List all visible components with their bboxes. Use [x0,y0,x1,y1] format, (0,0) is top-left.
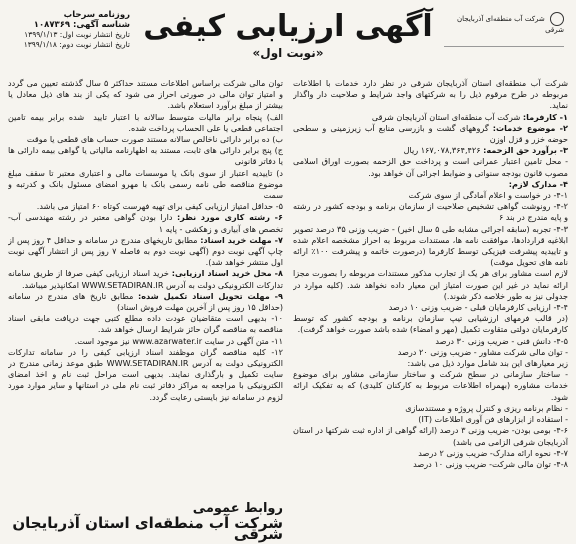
paragraph: ۷- مهلت خرید اسناد: مطابق تاریخهای مندرج در سامانه و حداقل ۴ روز پس از چاپ آگهی نوبت دوم (آگهی نوبت دوم به فاصله ۷ روز پس از انتشار آگهی نوبت اول منتشر خواهد شد). [8,234,283,268]
notice-header [8,10,568,78]
notice-title: آگهی ارزیابی کیفی [143,9,433,44]
item-heading: ۴- مدارک لازم: [508,178,568,189]
item-heading: ۹- مهلت تحویل اسناد تکمیل شده: [138,290,283,301]
paragraph: ۴-۲- رونوشت گواهی تشخیص صلاحیت از سازمان برنامه و بودجه کشور در رشته و پایه مندرج در بند ۶ [293,201,568,223]
paragraph: الف) پنجاه برابر مالیات متوسط سالانه با اعتبار تایید ‌ شده برابر بیمه تامین اجتماعی قطعی یا علی الحساب پرداخت شده. [8,111,283,133]
paragraph: ۴-۱- در خواست و اعلام آمادگی از سوی شرکت [408,190,568,201]
paragraph: ۸- محل خرید اسناد ارزیابی: خرید اسناد ارزیابی کیفی صرفا از طریق سامانه تدارکات الکترونیکی دولت به آدرس WWW.SETADIRAN.IR امکانپذیر میباشد. [8,268,283,290]
paragraph: ۵- حداقل امتیاز ارزیابی کیفی برای تهیه فهرست کوتاه ۶۰ امتیاز می باشد. [36,201,283,212]
item-heading: ۷- مهلت خرید اسناد: [200,234,283,245]
notice-subtitle: «نوبت اول» [252,46,324,60]
paragraph: ۴-۶- بومی بودن- ضریب وزنی ۳ درصد (ارائه گواهی از اداره ثبت شرکتها در استان آذربایجان شرقی الزامی می باشد) [293,425,568,447]
paragraph: ۴-۳- تجربه (سابقه اجرائی مشابه طی ۵ سال اخیر) - ضریب وزنی ۳۵ درصد تصویر ابلاغیه قرارداد‌ها، موافقت نامه ها، مستندات مربوط به احراز مشخصه اعلام شده و تاییدیه پیشرفت فیزیکی توسط کارفرما (درصورت خاتمه و پیشرفت ۱۰۰٪ ارائه نامه های تحویل موقت) [293,223,568,268]
paragraph: ۱۲- کلیه مناقصه گران موظفند اسناد ارزیابی کیفی را در سامانه تدارکات الکترونیکی دولت به آدرس WWW.SETADIRAN.IR طبق موعد زمانی مندرج در سایت تکمیل و بارگذاری نمایند. بدیهی است مراحل ثبت نام و اخذ امضای الکترونیکی با مراجعه به مراکز دفاتر ثبت نام ملی در استانها و سایر موارد مورد لزوم در سامانه نیز بایستی رعایت گردد. [8,346,283,402]
paragraph: - توان مالی شرکت مشاور - ضریب وزنی ۲۰ درصد [397,346,568,357]
company-logo [444,12,564,47]
item-heading: ۲- موضوع خدمات: [492,122,568,133]
paragraph: (در قالب فرمهای ارزشیابی تیپ سازمان برنامه و بودجه کشور که توسط کارفرمایان دولتی متقاوت تکمیل (مهر و امضاء) شده باشد صورت خواهد گرفت). [293,313,568,335]
paragraph: ۲- موضوع خدمات: گروههای گشت و بازرسی منابع آب زیرزمینی و سطحی حوضه خزر و قزل اوزن [293,122,568,145]
signature-block [8,501,283,543]
paragraph: د) تاییدیه اعتبار از سوی بانک یا موسسات مالی و اعتباری معتبر تا سقف مبلغ موضوع مناقصه طی نامه رسمی بانک با مهرو امضای مسئول بانک و کدرتبه و سمت [8,167,283,201]
second-publish-date: تاریخ انتشار نوبت دوم: ۱۳۹۹/۱/۱۸ [23,40,130,49]
left-column-text [8,78,283,403]
paragraph: ج) پنج برابر دارائی های ثابت، مستند به اظهارنامه مالیاتی یا گواهی بیمه دارائی ها یا دفاتر قانونی [8,145,283,167]
right-column [293,78,568,544]
paragraph: ۳- برآورد حق الزحمه: ۱۶۷,۰۷۸,۳۶۴,۴۲۶ ریال [403,145,568,156]
paragraph: ۱- کارفرما: شرکت آب منطقه‌ای استان آذربایجان شرقی [371,111,568,122]
paragraph: توان مالی شرکت براساس اطلاعات مستند حداکثر ۵ سال گذشته تعیین می گردد و امتیاز توان مالی در صورتی احراز می شود که یکی از بند های ذیل معادل یا بیشتر از مبلغ برآورد استعلام باشد. [8,78,283,111]
paragraph: ۴-۴- ارزیابی کارفرمایان قبلی - ضریب وزنی ۱۰ درصد [388,302,568,313]
paragraph: لازم است مشاور برای هر یک از تجارب مذکور مستندات مربوطه را بصورت مجزا ارائه نماید در غیر این صورت امتیاز این معیار داده نخواهد شد. (کلیه موارد در جدولی نیز به طور خلاصه ذکر شوند.) [293,268,568,301]
paragraph: ۴-۷- نحوه ارائه مدارک- ضریب وزنی ۲ درصد [418,447,568,458]
paragraph: - استفاده از ابزارهای فن آوری اطلاعات (IT) [418,414,568,425]
paragraph: ۴-۸- توان مالی شرکت- ضریب وزنی ۱۰ درصد [413,458,568,469]
item-heading: ۸- محل خرید اسناد ارزیابی: [171,268,283,279]
left-column [8,78,283,544]
paragraph: ب) ده برابر دارائی ناخالص سالانه مستند صورت حساب های قطعی یا موقت [26,134,283,145]
notice-id: شناسه آگهی: ۱۰۸۷۳۶۹ [33,20,130,30]
paragraph: ۹- مهلت تحویل اسناد تکمیل شده: مطابق تاریخ های مندرج در سامانه (حداقل ۱۵ روز پس از آخرین مهلت فروش اسناد) [8,290,283,313]
item-heading: ۳- برآورد حق الزحمه: [483,145,568,156]
logo-text: شرکت آب منطقه‌ای آذربایجان شرقی [457,15,564,34]
logo-emblem-icon [550,12,564,26]
newspaper-name: روزنامه سرحاب [63,10,130,20]
notice-body [8,78,568,544]
signature-department: روابط عمومی [192,501,283,517]
paragraph [293,179,568,190]
paragraph: ۱۰- بدیهی است متقاضیان عودت داده مطلع کتبی جهت دریافت مابقی اسناد مناقصه به مناقصه گران حائز شرایط ارسال خواهد شد. [8,313,283,335]
first-publish-date: تاریخ انتشار نوبت اول: ۱۳۹۹/۱/۱۳ [24,30,130,39]
paragraph: - ساختار سازمانی در سطح شرکت و ساختار سازمانی مشاور برای موضوع خدمات مشاوره (بهمراه اطلاعات مربوط به کارکنان کلیدی) که به تفکیک ارائه شود. [293,369,568,402]
item-heading: ۱- کارفرما: [522,111,568,122]
publication-meta [10,10,130,50]
paragraph: زیر معیارهای این بند شامل موارد ذیل می باشد: [407,358,568,369]
paragraph: شرکت آب منطقه‌ای استان آذربایجان شرقی در نظر دارد خدمات با اطلاعات مربوطه در طرح مرقوم ذیل را به شرکتهای واجد شرایط و صلاحیت دار واگذار نماید. [293,78,568,111]
paragraph: ۴-۵- دانش فنی - ضریب وزنی ۳۰ درصد [435,335,568,346]
paragraph: ۶- رشته کاری مورد نظر: دارا بودن گواهی معتبر در رشته مهندسی آب- تخصص های آبیاری و زهکشی - پایه ۱ [8,212,283,234]
paragraph: - نظام برنامه ریزی و کنترل پروژه و مستندسازی [405,402,568,413]
paragraph: ۱۱- متن آگهی در سایت www.azarwater.ir نیز موجود است. [74,335,283,346]
item-heading: ۶- رشته کاری مورد نظر: [176,212,283,223]
paragraph: - محل تامین اعتبار عمرانی است و پرداخت حق الزحمه بصورت اوراق اسلامی مصوب قانون بودجه سنواتی و ضوابط اجرائی آن خواهد بود. [293,156,568,178]
signature-company: شرکت آب منطقه‌ای استان آذربایجان شرقی [12,513,283,543]
